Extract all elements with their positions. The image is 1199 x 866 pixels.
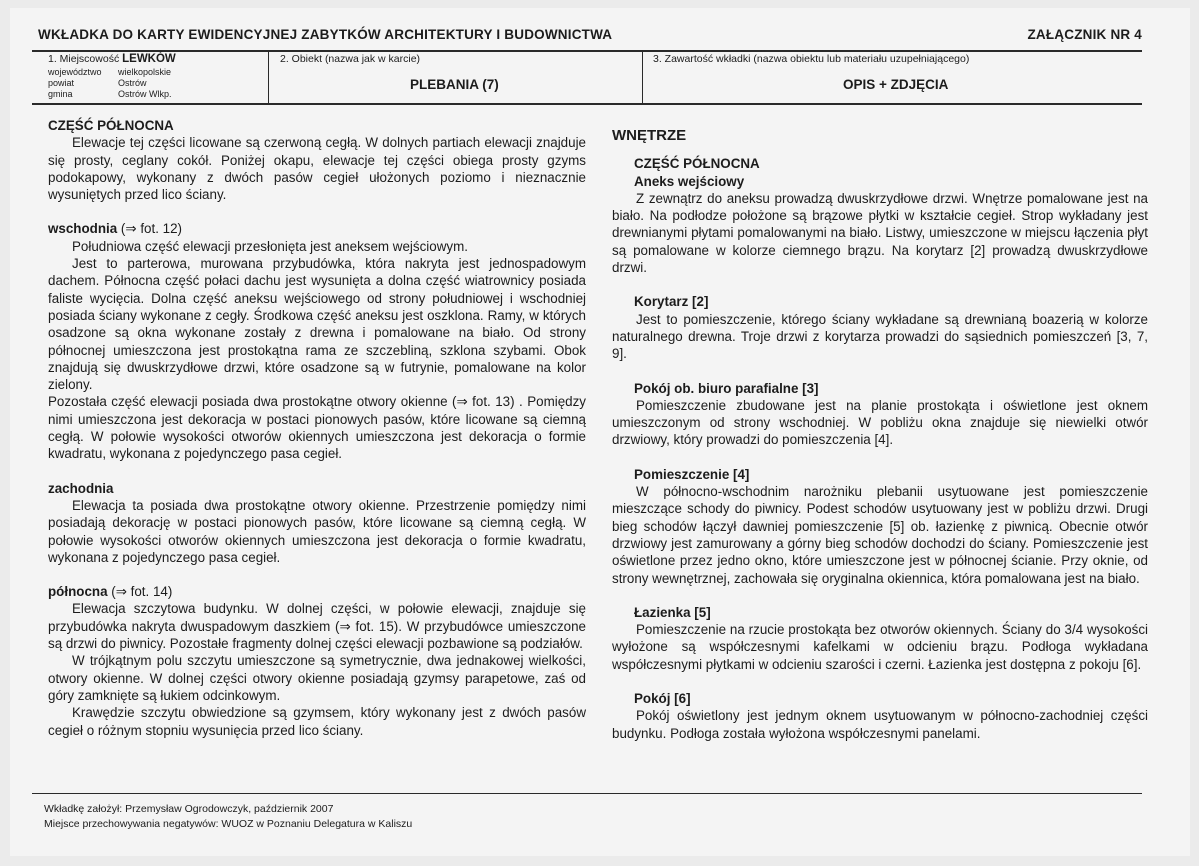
north-heading-line xyxy=(48,583,586,600)
room-heading: Łazienka [5] xyxy=(634,604,711,620)
spacer xyxy=(612,363,1148,380)
north-heading: północna xyxy=(48,584,108,600)
right-column xyxy=(612,117,1148,742)
north-paragraph-3: Krawędzie szczytu obwiedzione są gzymsem, który wykonany jest z dwóch pasów cegieł o różnym stopniu wysunięcia przed lico ściany. xyxy=(48,705,586,738)
west-heading: zachodnia xyxy=(48,480,114,496)
spacer xyxy=(48,463,586,480)
spacer xyxy=(612,673,1148,690)
room-description: Pomieszczenie na rzucie prostokąta bez otworów okiennych. Ściany do 3/4 wysokości wyłożone są współczesnymi kafelkami w odcieniu brązu. Podłoga wykładana współczesnymi płytkami w odcieniu szarości i czerni. Łazienka jest dostępna z pokoju [6]. xyxy=(612,622,1148,672)
east-paragraph-1: Południowa część elewacji przesłonięta jest aneksem wejściowym. xyxy=(72,238,468,254)
object-value: PLEBANIA (7) xyxy=(410,77,499,92)
north-paragraph-1: Elewacja szczytowa budynku. W dolnej części, w połowie elewacji, znajduje się przybudówka nakryta dwuspadowym daszkiem (⇒ fot. 15). W przybudówce umieszczone są drzwi do piwnicy. Pozostałe fragmenty dolnej części elewacji pozbawione są podziałów. xyxy=(48,601,586,652)
east-paragraph-2: Jest to parterowa, murowana przybudówka, która nakryta jest jednospadowym dachem. Północna część połaci dachu jest wysunięta a dolna część wiatrownicy posiada faliste wycięcia. Dolna część aneksu wejściowego od strony południowej i wschodniej posiada ściany wykonane z cegły. Środkowa część aneksu jest oszklona. Ramy, w których osadzone są okna wykonane zostały z drewna i pomalowane na biało. Od strony północnej umieszczona jest prostokątna rama ze szczebliną, szklona szybami. Obok znajdują się dwuskrzydłowe drzwi, które osadzone są w futrynie, pomalowane na kolor zielony. xyxy=(48,256,586,393)
location-row-county: powiat Ostrów xyxy=(48,78,147,88)
east-heading-line xyxy=(48,220,586,237)
room-description: Jest to pomieszczenie, którego ściany wykładane są drewnianą boazerią w kolorze naturalnego drewna. Troje drzwi z korytarza prowadzi do sąsiednich pomieszczeń [3, 7, 9]. xyxy=(612,311,1148,362)
room-heading: Korytarz [2] xyxy=(634,294,709,310)
north-part-intro: Elewacje tej części licowane są czerwoną cegłą. W dolnych partiach elewacji znajduje się prosty, ceglany cokół. Poniżej okapu, elewacje tej części obiega prosty gzyms podokapowy, wykonany z dwóch pasów cegieł ułożonych poziomo i nieznacznie wysuniętych przed lico ściany. xyxy=(48,135,586,203)
spacer xyxy=(48,203,586,220)
header-rule-bottom xyxy=(32,103,1142,105)
room-description: W północno-wschodnim narożniku plebanii usytuowane jest pomieszczenie mieszczące schody do piwnicy. Podest schodów usytuowany jest w pobliżu drzwi. Drugi bieg schodów łączył dawniej pomieszczenie [5] ob. łazienkę z piwnicą. Obecnie otwór drzwiowy jest zamurowany a górny bieg schodów dochodzi do ściany. Pomieszczenie jest oświetlone przez jedno okno, które umieszczone jest w północnej ścianie. Przy oknie, od strony wewnętrznej, zachowała się oryginalna okiennica, która pomalowana jest na biało. xyxy=(612,484,1148,586)
location-label-line xyxy=(48,53,176,65)
spacer xyxy=(612,144,1148,155)
location-row-voivodeship: województwo wielkopolskie xyxy=(48,67,172,77)
spacer xyxy=(48,566,586,583)
interior-title: WNĘTRZE xyxy=(612,127,687,144)
west-paragraph-1: Elewacja ta posiada dwa prostokątne otwory okienne. Przestrzenie pomiędzy nimi posiadają dekorację w postaci pionowych pasów, które licowane są ciemną cegłą. W połowie wysokości otworów okiennych umieszczona jest dekoracja o formie kwadratu, wykonana z pojedynczego pasa cegieł. xyxy=(48,497,586,565)
east-photo-ref: (⇒ fot. 12) xyxy=(117,221,183,237)
location-details xyxy=(48,67,198,100)
spacer xyxy=(612,587,1148,604)
footer-rule xyxy=(32,793,1142,794)
footer-storage: Miejsce przechowywania negatywów: WUOZ w Poznaniu Delegatura w Kaliszu xyxy=(44,818,413,830)
location-place: LEWKÓW xyxy=(122,53,176,65)
content-label: 3. Zawartość wkładki (nazwa obiektu lub materiału uzupełniającego) xyxy=(653,53,970,65)
box-divider-1 xyxy=(268,51,269,103)
interior-subtitle: CZĘŚĆ PÓŁNOCNA xyxy=(634,156,760,172)
document-title: WKŁADKA DO KARTY EWIDENCYJNEJ ZABYTKÓW ARCHITEKTURY I BUDOWNICTWA xyxy=(38,26,613,42)
spacer xyxy=(612,449,1148,466)
left-column xyxy=(48,117,586,739)
east-paragraph-3: Pozostała część elewacji posiada dwa prostokątne otwory okienne (⇒ fot. 13) . Pomiędzy nimi umieszczona jest dekoracja w postaci pionowych pasów, które licowane są ciemną cegłą. W połowie wysokości otworów okiennych umieszczona jest dekoracja o formie kwadratu, wykonana z pojedynczego pasa cegieł. xyxy=(48,394,586,462)
room-heading: Pokój ob. biuro parafialne [3] xyxy=(634,380,819,396)
document-header xyxy=(38,22,1142,46)
content-value: OPIS + ZDJĘCIA xyxy=(843,77,949,92)
location-row-commune: gmina Ostrów Wlkp. xyxy=(48,89,172,99)
box-divider-2 xyxy=(642,51,643,103)
north-photo-ref: (⇒ fot. 14) xyxy=(107,584,173,600)
section-title-north-part: CZĘŚĆ PÓŁNOCNA xyxy=(48,118,174,133)
room-heading: Pomieszczenie [4] xyxy=(634,466,750,482)
room-description: Z zewnątrz do aneksu prowadzą dwuskrzydłowe drzwi. Wnętrze pomalowane jest na biało. Na podłodze położone są brązowe płytki w kształcie cegieł. Strop wykładany jest drewnianymi płytami pomalowanymi na biało. Listwy, umieszczone w miejscu łączenia płyt są pomalowane w kolorze ciemnego brązu. Na korytarz [2] prowadzą dwuskrzydłowe drzwi. xyxy=(612,190,1148,276)
annex-number: ZAŁĄCZNIK NR 4 xyxy=(1027,26,1142,42)
room-heading: Pokój [6] xyxy=(634,691,691,707)
room-heading: Aneks wejściowy xyxy=(634,173,745,189)
document-footer xyxy=(44,802,412,832)
location-label: 1. Miejscowość xyxy=(48,53,120,65)
room-description: Pokój oświetlony jest jednym oknem usytuowanym w północno-zachodniej części budynku. Podłoga została wyłożona współczesnymi panelami. xyxy=(612,708,1148,741)
room-description: Pomieszczenie zbudowane jest na planie prostokąta i oświetlone jest oknem umieszczonym od strony wschodniej. W pobliżu okna znajduje się niewielki otwór drzwiowy, który prowadzi do pomieszczenia [4]. xyxy=(612,397,1148,448)
spacer xyxy=(612,276,1148,293)
north-paragraph-2: W trójkątnym polu szczytu umieszczone są symetrycznie, dwa jednakowej wielkości, otwory okienne. W dolnej części otwory okienne posiadają gzymsy parapetowe, zaś od góry zamknięte są łukiem odcinkowym. xyxy=(48,653,586,703)
header-rule-top xyxy=(32,50,1142,52)
east-heading: wschodnia xyxy=(48,221,118,237)
object-label: 2. Obiekt (nazwa jak w karcie) xyxy=(280,53,421,65)
footer-author: Wkładkę założył: Przemysław Ogrodowczyk, październik 2007 xyxy=(44,803,334,815)
